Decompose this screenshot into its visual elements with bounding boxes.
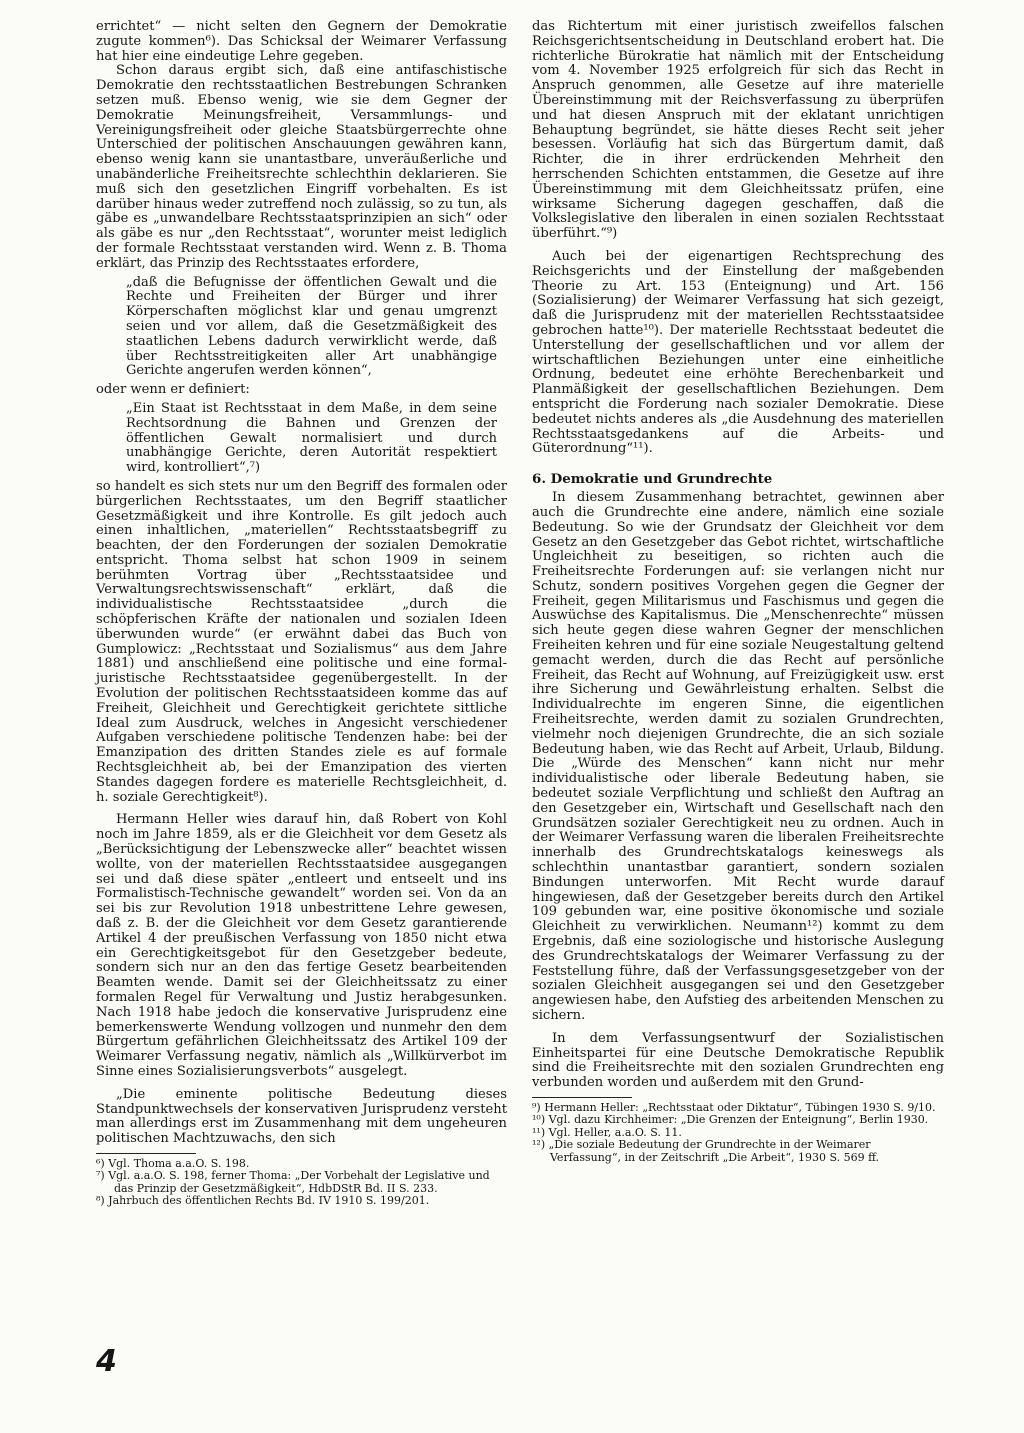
footnote: ¹⁰) Vgl. dazu Kirchheimer: „Die Grenzen der Enteignung“, Berlin 1930.	[532, 1113, 929, 1127]
quote-text: „daß die Befugnisse der öffentlichen Gewalt und die Rechte und Freiheiten der Bürger und ihrer Körperschaften möglichst klar und genau umgrenzt seien und vor allem, daß die Gesetzmäßigkeit des staatlichen Lebens dadurch verwirklicht werde, daß über Rechtsstreitigkeiten aller Art unabhängige Gerichte angerufen werden können“,	[126, 274, 497, 379]
section-heading: 6. Demokratie und Grundrechte	[532, 471, 773, 488]
paragraph: oder wenn er definiert:	[96, 382, 250, 398]
footnote-rule	[96, 1153, 196, 1154]
footnote: ¹²) „Die soziale Bedeutung der Grundrechte in der Weimarer Verfassung“, in der Zeitschrift „Die Arbeit“, 1930 S. 569 ff.	[532, 1138, 879, 1164]
page-number: 4	[96, 1344, 117, 1379]
footnotes	[96, 1158, 507, 1208]
paragraph: so handelt es sich stets nur um den Begriff des formalen oder bürgerlichen Rechtsstaates, um den Begriff staatlicher Gesetzmäßigkeit und ihre Kontrolle. Es gilt jedoch auch einen inhaltlichen, „materiellen“ Rechtsstaatsbegriff zu beachten, der den Forderungen der sozialen Demokratie entspricht. Thoma selbst hat schon 1909 in seinem berühmten Vortrag über „Rechtsstaatsidee und Verwaltungsrechtswissenschaft“ erklärt, daß die individualistische Rechtsstaatsidee „durch die schöpferischen Kräfte der nationalen und sozialen Ideen überwunden wurde“ (er erwähnt dabei das Buch von Gumplowicz: „Rechtsstaat und Sozialismus“ aus dem Jahre 1881) und anschließend eine politische und eine formal-juristische Rechtsstaatsidee gegenübergestellt. In der Evolution der politischen Rechtsstaatsideen komme das auf Freiheit, Gleichheit und Gerechtigkeit gerichtete sittliche Ideal zum Ausdruck, welches in Angesicht verschiedener Aufgaben verschiedene politische Tendenzen habe: bei der Emanzipation des dritten Standes ziele es auf formale Rechtsgleichheit ab, bei der Emanzipation des vierten Standes dagegen fordere es materielle Rechtsgleichheit, d. h. soziale Gerechtigkeit⁸).	[96, 478, 507, 805]
footnote: ⁸) Jahrbuch des öffentlichen Rechts Bd. IV 1910 S. 199/201.	[96, 1194, 430, 1208]
paragraph: Auch bei der eigenartigen Rechtsprechung des Reichsgerichts und der Einstellung der maßgebenden Theorie zu Art. 153 (Enteignung) und Art. 156 (Sozialisierung) der Weimarer Verfassung hat sich gezeigt, daß die Jurisprudenz mit der materiellen Rechtsstaatsidee gebrochen hatte¹⁰). Der materielle Rechtsstaat bedeutet die Unterstellung der gesellschaftlichen und vor allem der wirtschaftlichen Beziehungen unter eine einheitliche Ordnung, bedeutet eine erhöhte Berechenbarkeit und Planmäßigkeit der gesellschaftlichen Beziehungen. Dem entspricht die Forderung nach sozialer Demokratie. Diese bedeutet nichts anderes als „die Ausdehnung des materiellen Rechtsstaatsgedankens auf die Arbeits- und Güterordnung“¹¹).	[532, 248, 944, 457]
quote-continuation: das Richtertum mit einer juristisch zweifellos falschen Reichsgerichtsentscheidung in Deutschland erobert hat. Die richterliche Bürokratie hat nämlich mit der Entscheidung vom 4. November 1925 erfolgreich für sich das Recht in Anspruch genommen, alle Gesetze auf ihre materielle Übereinstimmung mit der Reichsverfassung zu überprüfen und hat diesen Anspruch mit der eklatant unrichtigen Behauptung begründet, sie hätte dieses Recht seit jeher besessen. Vorläufig hat sich das Bürgertum damit, daß Richter, die in ihrer erdrückenden Mehrheit den herrschenden Schichten entstammen, die Gesetze auf ihre Übereinstimmung mit dem Gleichheitssatz prüfen, eine wirksame Sicherung dagegen geschaffen, daß die Volkslegislative den liberalen in einen sozialen Rechtsstaat überführt.“⁹)	[532, 19, 944, 242]
block-quote	[126, 402, 497, 476]
paragraph: „Die eminente politische Bedeutung dieses Standpunktwechsels der konservativen Jurisprudenz versteht man allerdings erst im Zusammenhang mit dem ungeheuren politischen Machtzuwachs, den sich	[96, 1086, 507, 1147]
footnote: ⁶) Vgl. Thoma a.a.O. S. 198.	[96, 1156, 250, 1170]
footnote: ⁹) Hermann Heller: „Rechtsstaat oder Diktatur“, Tübingen 1930 S. 9/10.	[532, 1100, 936, 1114]
paragraph: In dem Verfassungsentwurf der Sozialistischen Einheitspartei für eine Deutsche Demokratische Republik sind die Freiheitsrechte mit den sozialen Grundrechten eng verbunden worden und außerdem mit den Grund-	[532, 1030, 944, 1091]
left-column	[96, 20, 507, 1208]
right-column	[532, 20, 944, 1164]
footnote-rule	[532, 1097, 632, 1098]
paragraph: In diesem Zusammenhang betrachtet, gewinnen aber auch die Grundrechte eine andere, nämlich eine soziale Bedeutung. So wie der Grundsatz der Gleichheit vor dem Gesetz an den Gesetzgeber das Gebot richtet, wirtschaftliche Ungleichheit zu beseitigen, so richten auch die Freiheitsrechte Forderungen auf: sie verlangen nicht nur Schutz, sondern positives Vorgehen gegen die Gegner der Freiheit, gegen Militarismus und Faschismus und gegen die Auswüchse des Kapitalismus. Die „Menschenrechte“ müssen sich heute gegen diese wahren Gegner der menschlichen Freiheiten kehren und für eine soziale Neugestaltung geltend gemacht werden, durch die das Recht auf persönliche Freiheit, das Recht auf Wohnung, auf Freizügigkeit usw. erst ihre Sicherung und Gewährleistung erhalten. Selbst die Individualrechte im engeren Sinne, die eigentlichen Freiheitsrechte, werden damit zu sozialen Grundrechten, vielmehr noch diejenigen Grundrechte, die an sich soziale Bedeutung haben, wie das Recht auf Arbeit, Urlaub, Bildung. Die „Würde des Menschen“ kann nicht nur mehr individualistische oder liberale Bedeutung haben, sie bedeutet soziale Verpflichtung und schließt den Auftrag an den Gesetzgeber ein, Wirtschaft und Gesellschaft nach den Grundsätzen sozialer Gerechtigkeit neu zu ordnen. Auch in der Weimarer Verfassung waren die liberalen Freiheitsrechte innerhalb des Grundrechtskatalogs keineswegs als schlechthin unantastbar garantiert, sondern sozialen Bindungen unterworfen. Mit Recht wurde darauf hingewiesen, daß der Gesetzgeber bereits durch den Artikel 109 gebunden war, eine positive ökonomische und soziale Gleichheit zu verwirklichen. Neumann¹²) kommt zu dem Ergebnis, daß eine soziologische und historische Auslegung des Grundrechtskatalogs der Weimarer Verfassung zu der Feststellung führe, daß der Verfassungsgesetzgeber von der sozialen Gleichheit ausgegangen sei und den Gesetzgeber angewiesen habe, den Aufstieg des arbeitenden Menschen zu sichern.	[532, 490, 944, 1023]
footnotes	[532, 1102, 944, 1164]
paragraph: Schon daraus ergibt sich, daß eine antifaschistische Demokratie den rechtsstaatlichen Bestrebungen Schranken setzen muß. Ebenso wenig, wie sie dem Gegner der Demokratie Meinungsfreiheit, Versammlungs- und Vereinigungsfreiheit oder gleiche Staatsbürgerrechte ohne Unterschied der politischen Anschauungen gewähren kann, ebenso wenig kann sie unantastbare, unveräußerliche und unabänderliche Freiheitsrechte schlechthin deklarieren. Sie muß sich den gesetzlichen Eingriff vorbehalten. Es ist darüber hinaus weder zutreffend noch zulässig, so zu tun, als gäbe es „unwandelbare Rechtsstaatsprinzipien an sich“ oder als gäbe es nur „den Rechtsstaat“, worunter meist lediglich der formale Rechtsstaat verstanden wird. Wenn z. B. Thoma erklärt, das Prinzip des Rechtsstaates erfordere,	[96, 63, 507, 271]
footnote: ⁷) Vgl. a.a.O. S. 198, ferner Thoma: „Der Vorbehalt der Legislative und das Prinzip der Gesetzmäßigkeit“, HdbDStR Bd. II S. 233.	[96, 1169, 490, 1195]
paragraph: errichtet“ — nicht selten den Gegnern der Demokratie zugute kommen⁶). Das Schicksal der Weimarer Verfassung hat hier eine eindeutige Lehre gegeben.	[96, 19, 507, 64]
quote-text: „Ein Staat ist Rechtsstaat in dem Maße, in dem seine Rechtsordnung die Bahnen und Grenzen der öffentlichen Gewalt normalisiert und durch unabhängige Gerichte, deren Autorität respektiert wird, kontrolliert“,⁷)	[126, 400, 497, 476]
footnote: ¹¹) Vgl. Heller, a.a.O. S. 11.	[532, 1125, 682, 1139]
block-quote	[126, 276, 497, 380]
paragraph: Hermann Heller wies darauf hin, daß Robert von Kohl noch im Jahre 1859, als er die Gleichheit vor dem Gesetz als „Berücksichtigung der Lebenszwecke aller“ beachtet wissen wollte, von der materiellen Rechtsstaatsidee ausgegangen sei und daß diese später „entleert und entseelt und ins Formalistisch-Technische gewandelt“ worden sei. Von da an sei bis zur Revolution 1918 unbestrittene Lehre gewesen, daß z. B. der die Gleichheit vor dem Gesetz garantierende Artikel 4 der preußischen Verfassung von 1850 nicht etwa ein Gerechtigkeitsgebot für den Gesetzgeber bedeute, sondern sich nur an den das fertige Gesetz bearbeitenden Beamten wende. Damit sei der Gleichheitssatz zu einer formalen Regel für Verwaltung und Justiz herabgesunken. Nach 1918 habe jedoch die konservative Jurisprudenz eine bemerkenswerte Wendung vollzogen und nunmehr den dem Bürgertum gefährlichen Gleichheitssatz des Artikel 109 der Weimarer Verfassung negativ, nämlich als „Willkürverbot im Sinne eines Sozialisierungsverbots“ ausgelegt.	[96, 812, 507, 1079]
